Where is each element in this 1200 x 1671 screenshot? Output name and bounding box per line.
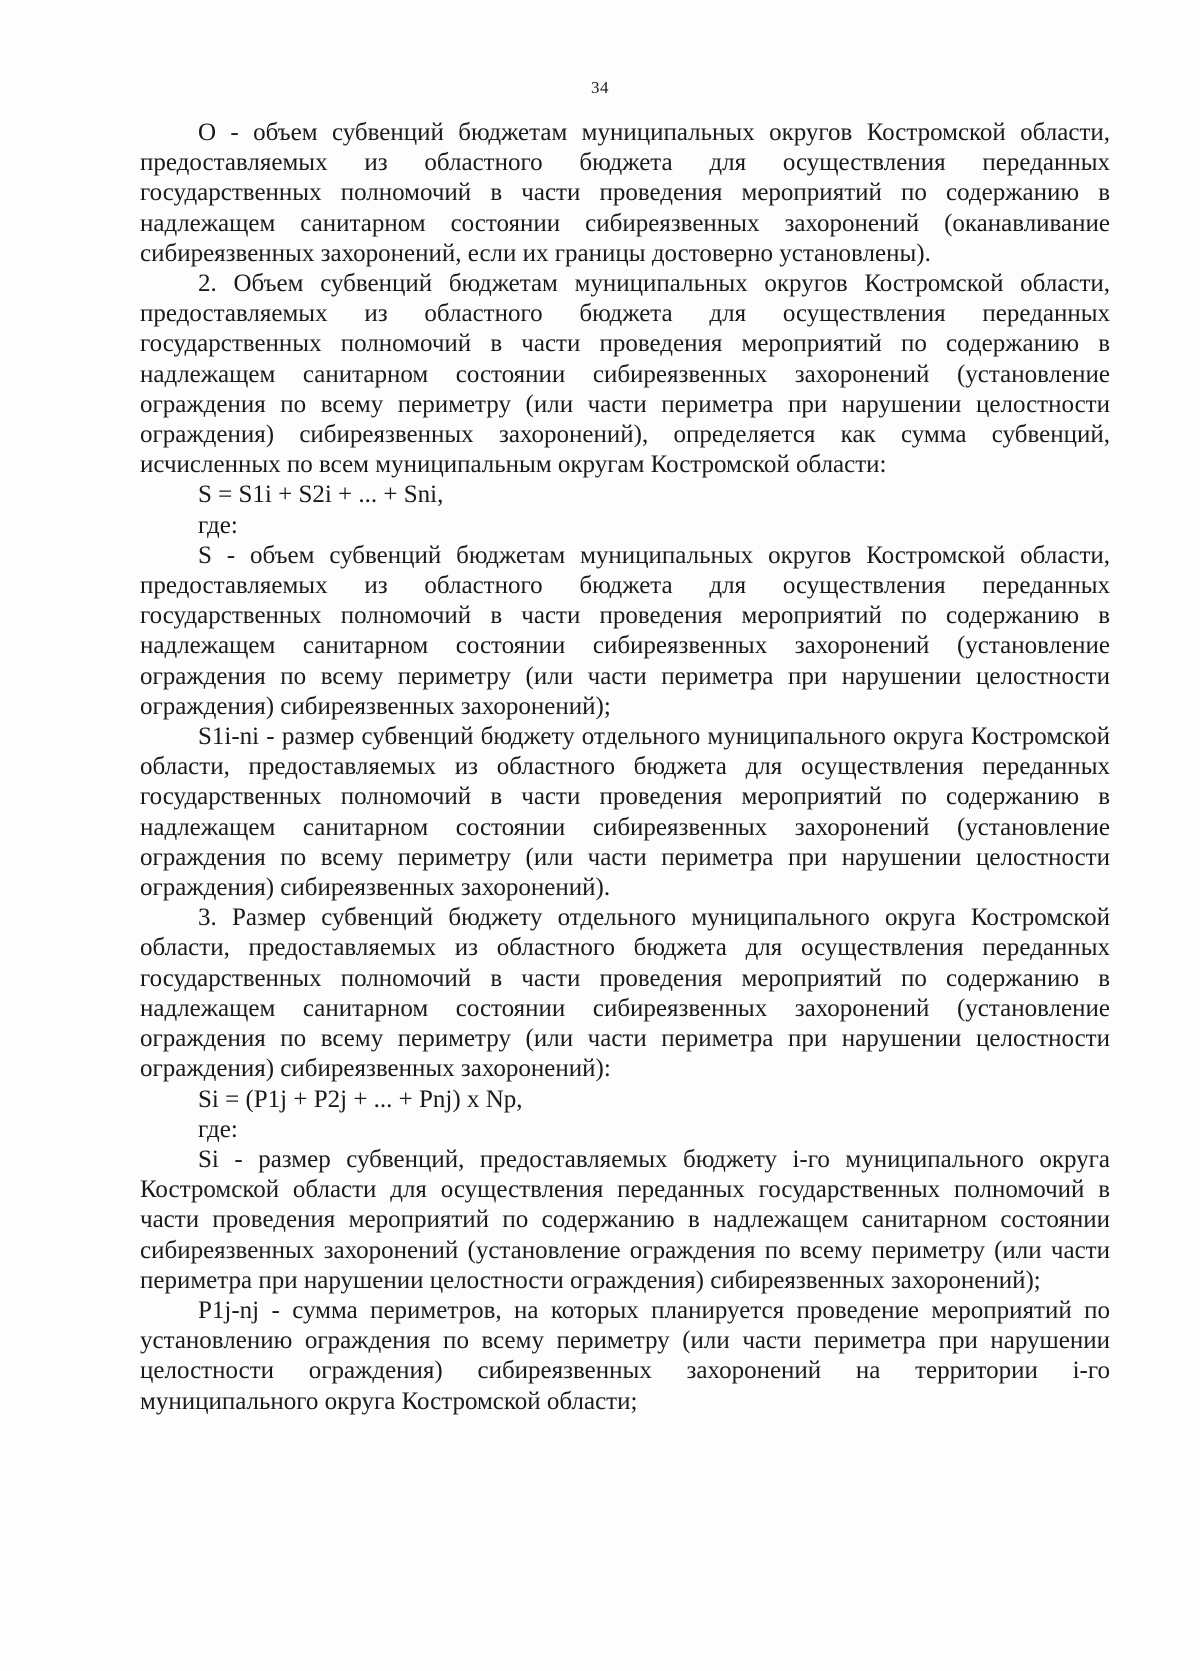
where-label: где: xyxy=(198,1115,238,1143)
paragraph-s1i-ni-definition: S1i-ni - размер субвенций бюджету отдельного муниципального округа Костромской области, предоставляемых из областного бюджета для осуществления переданных государственных полномочий в части проведения мероприятий по содержанию в надлежащем санитарном состоянии сибиреязвенных захоронений (установление ограждения по всему периметру (или части периметра при нарушении целостности ограждения) сибиреязвенных захоронений). xyxy=(140,723,1110,902)
formula-si: Si = (P1j + P2j + ... + Pnj) x Np, xyxy=(198,1085,523,1113)
paragraph-item-3: 3. Размер субвенций бюджету отдельного муниципального округа Костромской области, предоставляемых из областного бюджета для осуществления переданных государственных полномочий в части проведения мероприятий по содержанию в надлежащем санитарном состоянии сибиреязвенных захоронений (установление ограждения по всему периметру (или части периметра при нарушении целостности ограждения) сибиреязвенных захоронений): xyxy=(140,904,1110,1083)
paragraph-o-definition: О - объем субвенций бюджетам муниципальных округов Костромской области, предоставляемых из областного бюджета для осуществления переданных государственных полномочий в части проведения мероприятий по содержанию в надлежащем санитарном состоянии сибиреязвенных захоронений (оканавливание сибиреязвенных захоронений, если их границы достоверно установлены). xyxy=(140,119,1110,267)
where-label: где: xyxy=(198,511,238,539)
formula-s: S = S1i + S2i + ... + Sni, xyxy=(198,481,444,509)
paragraph-item-2: 2. Объем субвенций бюджетам муниципальных округов Костромской области, предоставляемых из областного бюджета для осуществления переданных государственных полномочий в части проведения мероприятий по содержанию в надлежащем санитарном состоянии сибиреязвенных захоронений (установление ограждения по всему периметру (или части периметра при нарушении целостности ограждения) сибиреязвенных захоронений), определяется как сумма субвенций, исчисленных по всем муниципальным округам Костромской области: xyxy=(140,270,1110,479)
paragraph-p1j-nj-definition: P1j-nj - сумма периметров, на которых планируется проведение мероприятий по установлению ограждения по всему периметру (или части периметра при нарушении целостности ограждения) сибиреязвенных захоронений на территории i-го муниципального округа Костромской области; xyxy=(140,1296,1110,1415)
document-body xyxy=(140,118,1110,1417)
paragraph-si-definition: Si - размер субвенций, предоставляемых бюджету i-го муниципального округа Костромской области для осуществления переданных государственных полномочий в части проведения мероприятий по содержанию в надлежащем санитарном состоянии сибиреязвенных захоронений (установление ограждения по всему периметру (или части периметра при нарушении целостности ограждения) сибиреязвенных захоронений); xyxy=(140,1145,1110,1294)
paragraph-s-definition: S - объем субвенций бюджетам муниципальных округов Костромской области, предоставляемых из областного бюджета для осуществления переданных государственных полномочий в части проведения мероприятий по содержанию в надлежащем санитарном состоянии сибиреязвенных захоронений (установление ограждения по всему периметру (или части периметра при нарушении целостности ограждения) сибиреязвенных захоронений); xyxy=(140,541,1110,720)
page-number: 34 xyxy=(591,78,609,97)
